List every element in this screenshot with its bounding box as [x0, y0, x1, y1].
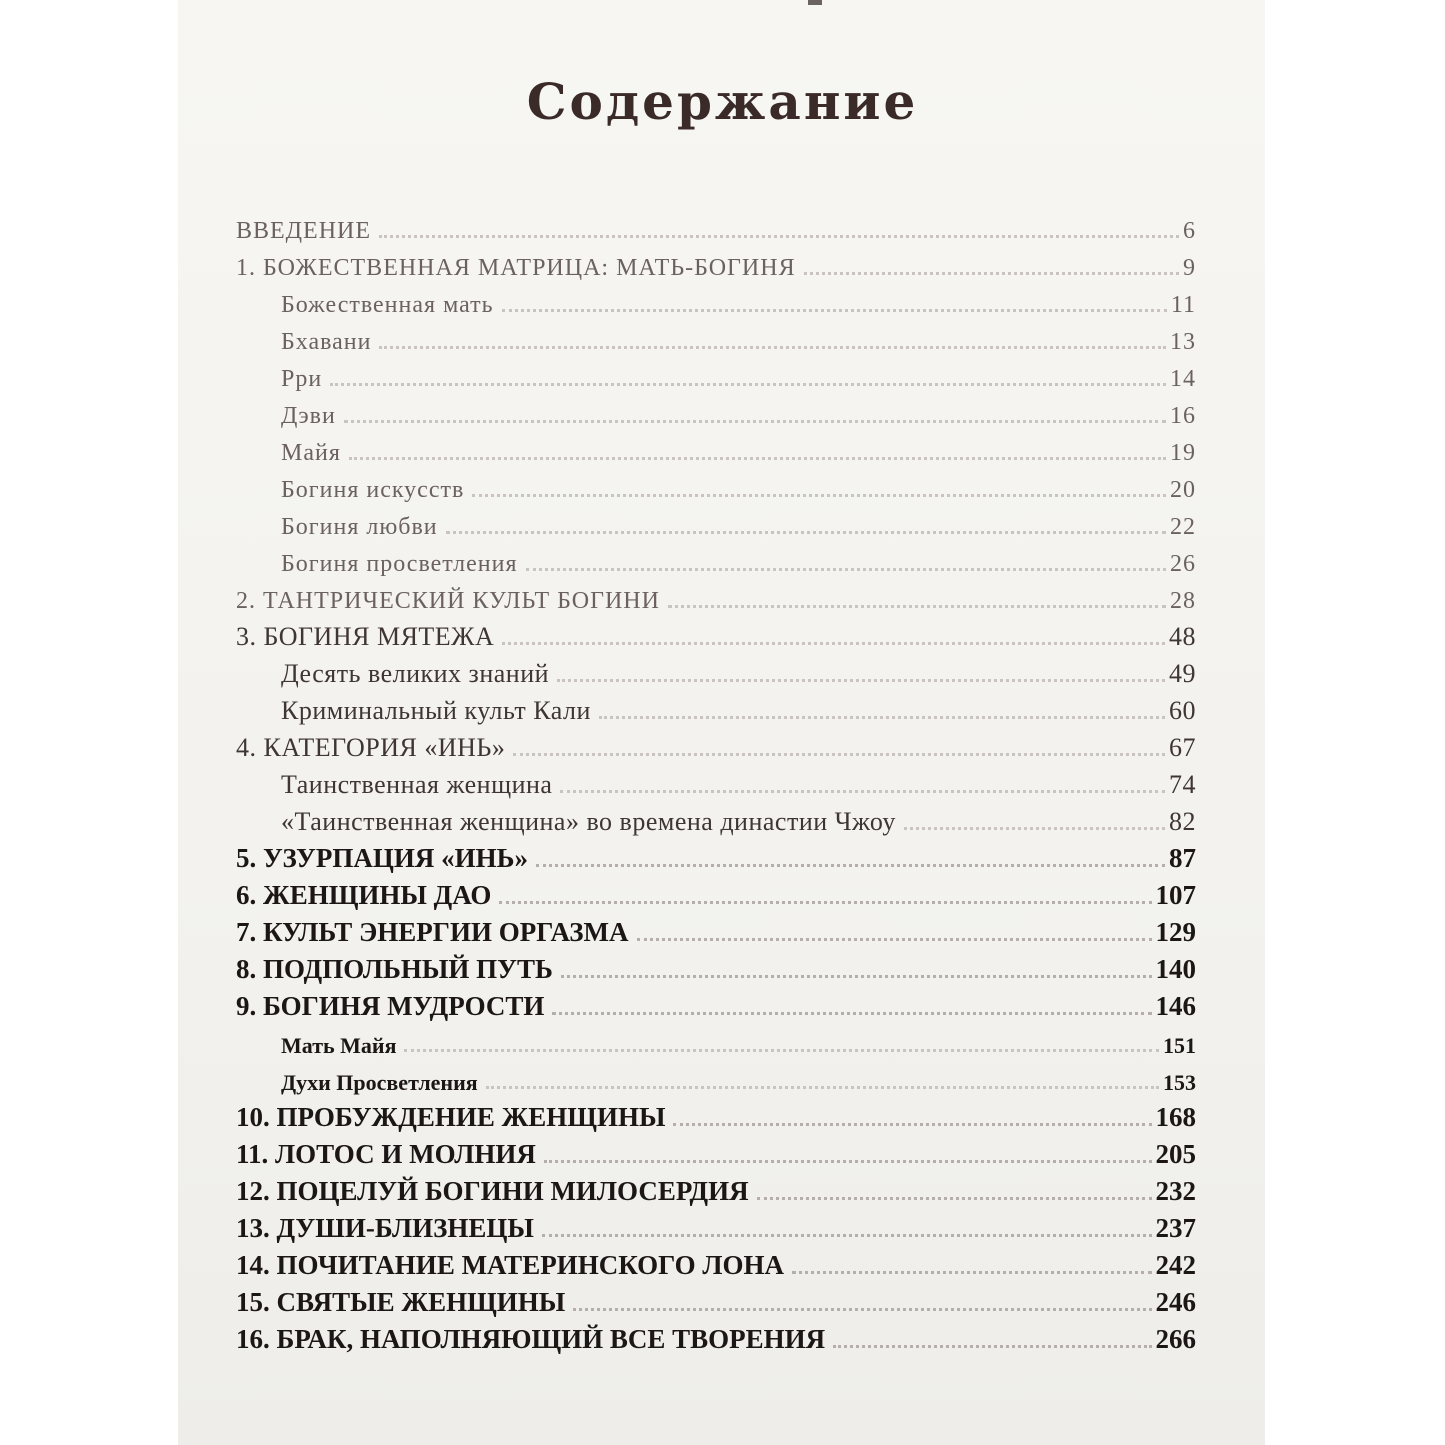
dot-leader [637, 938, 1152, 941]
toc-entry-title: 11. ЛОТОС И МОЛНИЯ [236, 1139, 536, 1169]
toc-entry [226, 1133, 1196, 1170]
toc-entry-title: Майя [281, 440, 341, 466]
dot-leader [513, 753, 1165, 756]
toc-entry-page-number: 140 [1155, 954, 1196, 984]
toc-entry [226, 948, 1196, 985]
toc-entry-page-number: 246 [1155, 1287, 1196, 1317]
toc-entry-title: 3. БОГИНЯ МЯТЕЖА [236, 622, 495, 651]
toc-entry-title: 10. ПРОБУЖДЕНИЕ ЖЕНЩИНЫ [236, 1102, 666, 1132]
toc-entry-page-number: 19 [1170, 440, 1196, 466]
dot-leader [833, 1345, 1151, 1348]
dot-leader [542, 1234, 1152, 1237]
toc-entry-page-number: 22 [1170, 514, 1196, 540]
toc-entry-page-number: 28 [1170, 588, 1196, 614]
toc-entry [226, 319, 1196, 356]
toc-entry [226, 874, 1196, 911]
dot-leader [599, 716, 1165, 719]
toc-entry-page-number: 60 [1169, 696, 1196, 725]
dot-leader [379, 235, 1179, 238]
toc-entry-page-number: 232 [1155, 1176, 1196, 1206]
toc-entry-title: 8. ПОДПОЛЬНЫЙ ПУТЬ [236, 954, 553, 984]
dot-leader [560, 790, 1165, 793]
toc-entry-page-number: 82 [1169, 807, 1196, 836]
toc-entry-title: Дэви [281, 403, 336, 429]
toc-entry [226, 1059, 1196, 1096]
dot-leader [446, 531, 1166, 534]
toc-entry-title: «Таинственная женщина» во времена династии Чжоу [281, 807, 896, 836]
toc-entry-title: ВВЕДЕНИЕ [236, 218, 372, 244]
dot-leader [486, 1086, 1159, 1089]
toc-entry [226, 652, 1196, 689]
toc-entry-page-number: 67 [1169, 733, 1196, 762]
toc-entry [226, 726, 1196, 763]
toc-entry [226, 837, 1196, 874]
toc-entry-title: 16. БРАК, НАПОЛНЯЮЩИЙ ВСЕ ТВОРЕНИЯ [236, 1324, 826, 1354]
dot-leader [502, 309, 1167, 312]
toc-entry [226, 1281, 1196, 1318]
toc-entry [226, 689, 1196, 726]
toc-entry [226, 541, 1196, 578]
toc-entry [226, 985, 1196, 1022]
toc-entry-page-number: 20 [1170, 477, 1196, 503]
toc-entry-page-number: 13 [1170, 329, 1196, 355]
toc-entry [226, 430, 1196, 467]
toc-entry-page-number: 129 [1155, 917, 1196, 947]
toc-entry-title: 4. КАТЕГОРИЯ «ИНЬ» [236, 733, 506, 762]
dot-leader [904, 827, 1165, 830]
toc-entry-page-number: 9 [1183, 255, 1196, 281]
toc-entry [226, 615, 1196, 652]
toc-entry [226, 763, 1196, 800]
dot-leader [344, 420, 1166, 423]
toc-entry-title: 7. КУЛЬТ ЭНЕРГИИ ОРГАЗМА [236, 917, 629, 947]
dot-leader [526, 568, 1166, 571]
dot-leader [668, 605, 1166, 608]
dot-leader [757, 1197, 1152, 1200]
table-of-contents [226, 208, 1196, 1355]
toc-entry-title: Богиня любви [281, 514, 438, 540]
toc-entry-title: Божественная мать [281, 292, 494, 318]
page-edge-mark [808, 0, 822, 5]
dot-leader [379, 346, 1166, 349]
dot-leader [552, 1012, 1151, 1015]
toc-entry [226, 245, 1196, 282]
toc-entry [226, 1170, 1196, 1207]
toc-entry-page-number: 266 [1155, 1324, 1196, 1354]
toc-entry-title: 5. УЗУРПАЦИЯ «ИНЬ» [236, 843, 528, 873]
dot-leader [472, 494, 1166, 497]
toc-entry-page-number: 49 [1169, 659, 1196, 688]
dot-leader [330, 383, 1166, 386]
dot-leader [673, 1123, 1151, 1126]
toc-entry-title: Духи Просветления [281, 1070, 478, 1095]
toc-entry [226, 800, 1196, 837]
toc-entry [226, 1096, 1196, 1133]
toc-entry-page-number: 153 [1163, 1070, 1196, 1095]
toc-entry [226, 356, 1196, 393]
toc-entry [226, 467, 1196, 504]
toc-entry-title: Рри [281, 366, 323, 392]
toc-entry-page-number: 26 [1170, 551, 1196, 577]
dot-leader [804, 272, 1179, 275]
toc-entry-title: 2. ТАНТРИЧЕСКИЙ КУЛЬТ БОГИНИ [236, 588, 660, 614]
toc-entry-title: Богиня просветления [281, 551, 518, 577]
toc-entry-page-number: 48 [1169, 622, 1196, 651]
toc-entry-page-number: 205 [1155, 1139, 1196, 1169]
dot-leader [499, 901, 1151, 904]
toc-entry-title: Мать Майя [281, 1033, 397, 1058]
toc-entry-page-number: 242 [1155, 1250, 1196, 1280]
toc-entry-title: Десять великих знаний [281, 659, 550, 688]
toc-entry-page-number: 237 [1155, 1213, 1196, 1243]
toc-entry-page-number: 6 [1183, 218, 1196, 244]
dot-leader [557, 679, 1165, 682]
toc-entry [226, 282, 1196, 319]
toc-entry [226, 504, 1196, 541]
toc-entry-page-number: 14 [1170, 366, 1196, 392]
toc-entry-title: 13. ДУШИ-БЛИЗНЕЦЫ [236, 1213, 534, 1243]
toc-entry-title: Бхавани [281, 329, 372, 355]
dot-leader [792, 1271, 1152, 1274]
toc-entry-page-number: 74 [1169, 770, 1196, 799]
toc-entry [226, 1244, 1196, 1281]
page-title: Содержание [526, 71, 919, 131]
toc-entry-page-number: 87 [1169, 843, 1196, 873]
dot-leader [404, 1049, 1159, 1052]
toc-entry-title: 6. ЖЕНЩИНЫ ДАО [236, 880, 492, 910]
toc-entry-page-number: 107 [1155, 880, 1196, 910]
toc-entry [226, 911, 1196, 948]
dot-leader [573, 1308, 1151, 1311]
toc-entry [226, 393, 1196, 430]
toc-entry [226, 1318, 1196, 1355]
dot-leader [502, 642, 1165, 645]
dot-leader [349, 457, 1166, 460]
dot-leader [561, 975, 1152, 978]
toc-entry-title: 15. СВЯТЫЕ ЖЕНЩИНЫ [236, 1287, 566, 1317]
toc-entry-title: 9. БОГИНЯ МУДРОСТИ [236, 991, 545, 1021]
toc-entry-title: Криминальный культ Кали [281, 696, 591, 725]
toc-entry [226, 1207, 1196, 1244]
toc-entry-title: 12. ПОЦЕЛУЙ БОГИНИ МИЛОСЕРДИЯ [236, 1176, 749, 1206]
toc-entry-page-number: 146 [1155, 991, 1196, 1021]
toc-entry-title: Таинственная женщина [281, 770, 553, 799]
toc-entry-page-number: 16 [1170, 403, 1196, 429]
toc-entry-page-number: 151 [1163, 1033, 1196, 1058]
toc-entry-page-number: 168 [1155, 1102, 1196, 1132]
toc-entry-page-number: 11 [1170, 292, 1196, 318]
toc-entry-title: 1. БОЖЕСТВЕННАЯ МАТРИЦА: МАТЬ-БОГИНЯ [236, 255, 796, 281]
dot-leader [536, 864, 1165, 867]
toc-entry [226, 1022, 1196, 1059]
toc-entry [226, 208, 1196, 245]
dot-leader [544, 1160, 1152, 1163]
toc-entry [226, 578, 1196, 615]
toc-entry-title: Богиня искусств [281, 477, 465, 503]
toc-entry-title: 14. ПОЧИТАНИЕ МАТЕРИНСКОГО ЛОНА [236, 1250, 784, 1280]
